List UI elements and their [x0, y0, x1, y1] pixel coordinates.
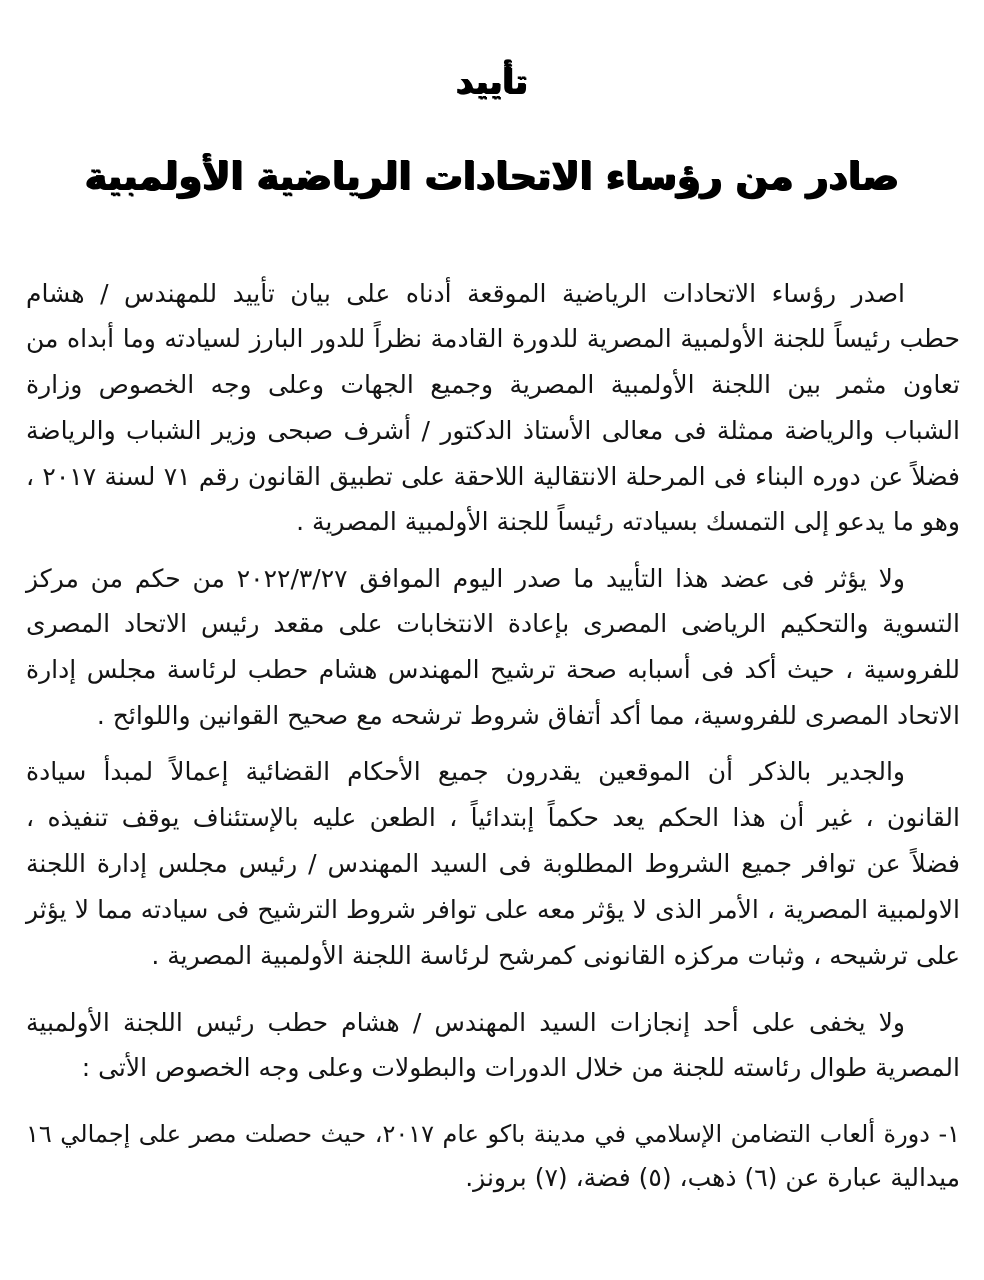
paragraph-line: الاولمبية المصرية ، الأمر الذى لا يؤثر معه على توافر شروط الترشيح فى سيادته مما لا يؤثر: [26, 895, 960, 924]
paragraph-line: الاتحاد المصرى للفروسية، مما أكد أتفاق شروط ترشحه مع صحيح القوانين واللوائح .: [96, 701, 960, 730]
paragraph-line: ولا يؤثر فى عضد هذا التأييد ما صدر اليوم الموافق ٢٠٢٢/٣/٢٧ من حكم من مركز: [26, 564, 905, 593]
paragraph-line: والجدير بالذكر أن الموقعين يقدرون جميع الأحكام القضائية إعمالاً لمبدأ سيادة: [26, 757, 905, 786]
paragraph-line: الشباب والرياضة ممثلة فى معالى الأستاذ الدكتور / أشرف صبحى وزير الشباب والرياضة: [26, 416, 960, 445]
paragraph-line: تعاون مثمر بين اللجنة الأولمبية المصرية وجميع الجهات وعلى وجه الخصوص وزارة: [26, 370, 960, 399]
paragraph-line: ميدالية عبارة عن (٦) ذهب، (٥) فضة، (٧) برونز.: [465, 1163, 960, 1192]
document-subtitle: صادر من رؤساء الاتحادات الرياضية الأولمبية: [84, 154, 900, 198]
paragraph-line: فضلاً عن دوره البناء فى المرحلة الانتقالية اللاحقة على تطبيق القانون رقم ٧١ لسنة ٢٠١٧ ،: [26, 462, 960, 491]
paragraph-line: حطب رئيساً للجنة الأولمبية المصرية للدورة القادمة نظراً للدور البارز لسيادته وما أبداه من: [26, 324, 960, 353]
paragraph-line: اصدر رؤساء الاتحادات الرياضية الموقعة أدناه على بيان تأييد للمهندس / هشام: [26, 279, 905, 308]
paragraph-line: فضلاً عن توافر جميع الشروط المطلوبة فى السيد المهندس / رئيس مجلس إدارة اللجنة: [26, 849, 960, 878]
paragraph-line: ولا يخفى على أحد إنجازات السيد المهندس / هشام حطب رئيس اللجنة الأولمبية: [26, 1008, 905, 1037]
paragraph-line: التسوية والتحكيم الرياضى المصرى بإعادة الانتخابات على مقعد رئيس الاتحاد المصرى: [26, 609, 960, 638]
paragraph-line: على ترشيحه ، وثبات مركزه القانونى كمرشح لرئاسة اللجنة الأولمبية المصرية .: [151, 941, 960, 970]
paragraph-line: للفروسية ، حيث أكد فى أسبابه صحة ترشيح المهندس هشام حطب لرئاسة مجلس إدارة: [26, 655, 960, 684]
paragraph-line: ١- دورة ألعاب التضامن الإسلامي في مدينة باكو عام ٢٠١٧، حيث حصلت مصر على إجمالي ١٦: [26, 1120, 961, 1148]
paragraph-line: القانون ، غير أن هذا الحكم يعد حكماً إبتدائياً ، الطعن عليه بالإستئناف يوقف تنفيذه ،: [26, 803, 960, 832]
document-title: تأييد: [456, 62, 528, 102]
paragraph-line: المصرية طوال رئاسته للجنة من خلال الدورات والبطولات وعلى وجه الخصوص الأتى :: [81, 1053, 960, 1082]
paragraph-line: وهو ما يدعو إلى التمسك بسيادته رئيساً للجنة الأولمبية المصرية .: [296, 507, 960, 536]
